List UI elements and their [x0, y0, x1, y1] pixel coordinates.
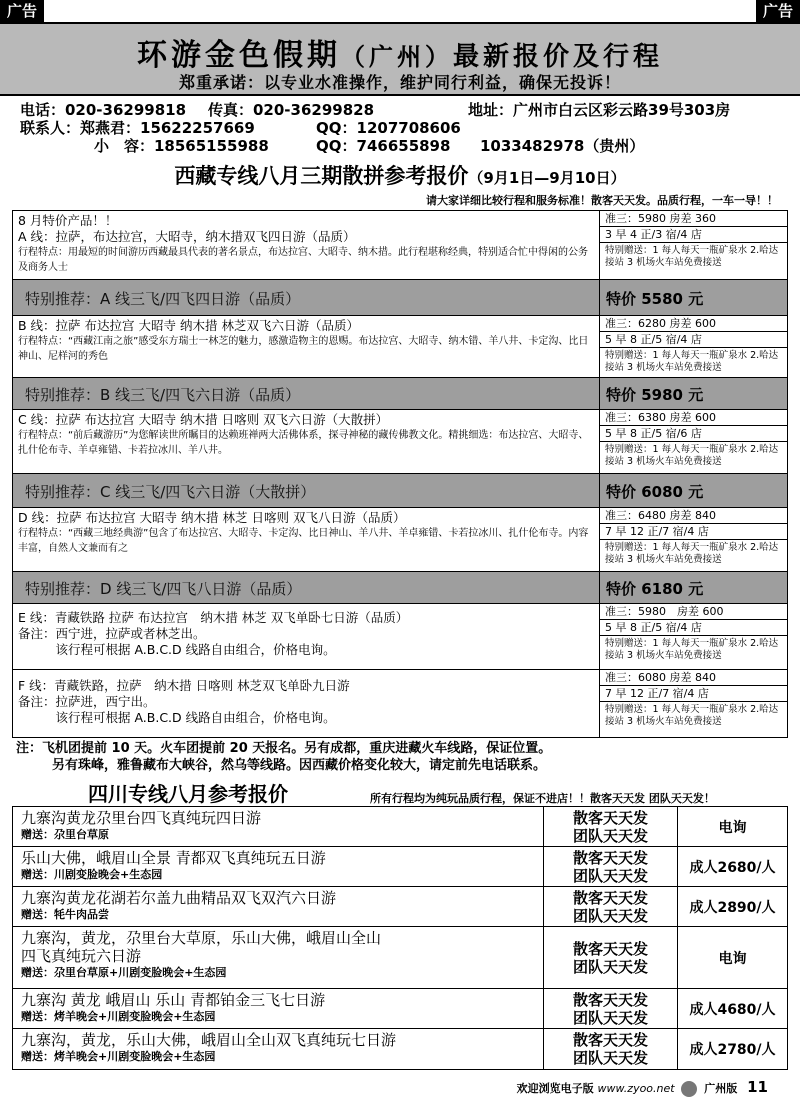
sichuan-row-6	[13, 1029, 787, 1069]
depart-individual: 散客天天发	[572, 939, 648, 958]
qq-1: QQ：1207708606	[316, 119, 461, 137]
route-remark: 备注：拉萨进，西宁出。	[18, 694, 156, 709]
sichuan-price-table	[12, 806, 788, 1070]
route-title: E 线：青藏铁路 拉萨 布达拉宫 纳木措 林芝 双飞单卧七日游（品质）	[18, 610, 409, 625]
ad-label-right: 广告	[756, 0, 800, 22]
recommend-b-row	[13, 377, 787, 409]
route-hotel: 5 早 8 正/5 宿/6 店	[600, 426, 787, 442]
sichuan-note: 所有行程均为纯玩品质行程，保证不进店！！散客天天发 团队天天发！	[370, 792, 715, 805]
recommend-text: 特别推荐：B 线三飞/四飞六日游（品质）	[25, 386, 301, 404]
ad-label-left: 广告	[0, 0, 44, 22]
contact-person-1: 联系人：郑燕君：15622257669	[20, 119, 255, 137]
footer-welcome: 欢迎浏览电子版	[516, 1082, 594, 1095]
route-gift: 特别赠送：1 每人每天一瓶矿泉水 2.哈达接站 3 机场火车站免费接送	[605, 704, 779, 727]
depart-individual: 散客天天发	[572, 808, 648, 827]
depart-individual: 散客天天发	[572, 848, 648, 867]
trip-title: 九寨沟，黄龙，乐山大佛，峨眉山全山双飞真纯玩七日游	[21, 1031, 397, 1049]
agency-title	[0, 30, 800, 74]
route-hotel: 7 早 12 正/7 宿/4 店	[600, 686, 787, 702]
route-gift: 特别赠送：1 每人每天一瓶矿泉水 2.哈达接站 3 机场火车站免费接送	[605, 542, 779, 565]
header-banner	[0, 22, 800, 96]
depart-individual: 散客天天发	[572, 888, 648, 907]
route-gift: 特别赠送：1 每人每天一瓶矿泉水 2.哈达接站 3 机场火车站免费接送	[605, 350, 779, 373]
trip-price: 电询	[677, 927, 787, 988]
brand-logo-icon	[681, 1081, 697, 1097]
tibet-footnote	[16, 740, 796, 774]
route-price: 准三：6080 房差 840	[600, 670, 787, 686]
special-price: 特价 5980 元	[599, 378, 787, 409]
tibet-heading-text: 西藏专线八月三期散拼参考报价	[174, 164, 469, 188]
depart-group: 团队天天发	[572, 1008, 648, 1027]
sichuan-row-1	[13, 807, 787, 847]
route-remark-2: 该行程可根据 A.B.C.D 线路自由组合，价格电询。	[18, 710, 336, 725]
fax: 传真：020-36299828	[208, 101, 375, 119]
special-price: 特价 6180 元	[599, 572, 787, 603]
trip-price: 成人2890/人	[677, 887, 787, 926]
route-feature: 行程特点：用最短的时间游历西藏最具代表的著名景点，布达拉宫、大昭寺、纳木措。此行程堪称经典，特别适合忙中得闲的公务及商务人士	[18, 247, 588, 273]
footer-edition: 广州版	[704, 1082, 738, 1095]
route-f-row	[13, 669, 787, 737]
tibet-date-range: （9月1日—9月10日）	[468, 169, 626, 187]
route-title: C 线：拉萨 布达拉宫 大昭寺 纳木措 日喀则 双飞六日游（大散拼）	[18, 412, 389, 427]
title-suffix: 最新报价及行程	[452, 42, 663, 72]
route-gift: 特别赠送：1 每人每天一瓶矿泉水 2.哈达接站 3 机场火车站免费接送	[605, 444, 779, 467]
route-gift: 特别赠送：1 每人每天一瓶矿泉水 2.哈达接站 3 机场火车站免费接送	[605, 245, 779, 268]
paren-close: ）	[424, 43, 453, 71]
special-intro: 8 月特价产品！！	[18, 213, 118, 228]
trip-title: 九寨沟黄龙花湖若尔盖九曲精品双飞双汽六日游	[21, 889, 337, 907]
trip-gift: 赠送：川剧变脸晚会+生态园	[21, 868, 163, 881]
route-remark: 备注：西宁进，拉萨或者林芝出。	[18, 626, 206, 641]
route-title: B 线：拉萨 布达拉宫 大昭寺 纳木措 林芝双飞六日游（品质）	[18, 318, 359, 333]
route-hotel: 5 早 8 正/5 宿/4 店	[600, 332, 787, 348]
tibet-heading	[0, 160, 800, 190]
route-title: A 线：拉萨，布达拉宫，大昭寺，纳木措双飞四日游（品质）	[18, 229, 356, 244]
depart-individual: 散客天天发	[572, 990, 648, 1009]
trip-title: 九寨沟 黄龙 峨眉山 乐山 青都铂金三飞七日游	[21, 991, 326, 1009]
recommend-text: 特别推荐：A 线三飞/四飞四日游（品质）	[25, 290, 301, 308]
trip-price: 成人2680/人	[677, 847, 787, 886]
tibet-price-table	[12, 210, 788, 738]
qq-2: QQ：746655898	[316, 137, 451, 155]
trip-gift: 赠送：尕里台草原+川剧变脸晚会+生态园	[21, 966, 227, 979]
depart-group: 团队天天发	[572, 866, 648, 885]
special-price: 特价 5580 元	[599, 280, 787, 315]
route-b-row	[13, 315, 787, 377]
trip-title: 九寨沟，黄龙，尕里台大草原，乐山大佛，峨眉山全山	[21, 929, 382, 947]
tibet-footnote-1: 注：飞机团提前 10 天。火车团提前 20 天报名。另有成都，重庆进藏火车线路，保证位置。	[16, 741, 552, 756]
trip-gift: 赠送：烤羊晚会+川剧变脸晚会+生态园	[21, 1010, 216, 1023]
trip-gift: 赠送：尕里台草原	[21, 828, 109, 841]
trip-price: 电询	[677, 807, 787, 846]
route-d-row	[13, 507, 787, 571]
recommend-text: 特别推荐：C 线三飞/四飞六日游（大散拼）	[25, 483, 316, 501]
route-price: 准三：5980 房差 600	[600, 604, 787, 620]
tibet-note: 请大家详细比较行程和服务标准！散客天天发。品质行程，一车一导！！	[426, 194, 778, 207]
depart-group: 团队天天发	[572, 957, 648, 976]
agency-city: 广州	[368, 43, 425, 71]
page-number: 11	[747, 1078, 768, 1096]
trip-title: 九寨沟黄龙尕里台四飞真纯玩四日游	[21, 809, 262, 827]
trip-gift: 赠送：牦牛肉品尝	[21, 908, 109, 921]
route-a-row	[13, 211, 787, 279]
route-hotel: 5 早 8 正/5 宿/4 店	[600, 620, 787, 636]
slogan: 郑重承诺：以专业水准操作，维护同行利益，确保无投诉！	[178, 73, 621, 92]
address: 地址：广州市白云区彩云路39号303房	[468, 101, 731, 119]
route-gift: 特别赠送：1 每人每天一瓶矿泉水 2.哈达接站 3 机场火车站免费接送	[605, 638, 779, 661]
trip-gift: 赠送：烤羊晚会+川剧变脸晚会+生态园	[21, 1050, 216, 1063]
route-hotel: 7 早 12 正/7 宿/4 店	[600, 524, 787, 540]
route-hotel: 3 早 4 正/3 宿/4 店	[600, 227, 787, 243]
route-c-row	[13, 409, 787, 473]
sichuan-row-2	[13, 847, 787, 887]
route-feature: 行程特点：“前后藏游历”为您解读世所瞩目的达赖班禅两大活佛体系，探寻神秘的藏传佛教文化。精挑细选：布达拉宫、大昭寺、扎什伦布寺、羊卓雍错、卡若拉冰川、羊八井。	[18, 430, 589, 456]
page-footer	[517, 1078, 768, 1097]
special-price: 特价 6080 元	[599, 474, 787, 507]
depart-group: 团队天天发	[572, 1049, 648, 1067]
route-price: 准三：6380 房差 600	[600, 410, 787, 426]
route-title: D 线：拉萨 布达拉宫 大昭寺 纳木措 林芝 日喀则 双飞八日游（品质）	[18, 510, 406, 525]
contact-person-2: 小 容：18565155988	[94, 137, 269, 155]
trip-price: 成人4680/人	[677, 989, 787, 1028]
paren-open: （	[340, 43, 369, 71]
trip-title: 乐山大佛，峨眉山全景 青都双飞真纯玩五日游	[21, 849, 326, 867]
recommend-a-row	[13, 279, 787, 315]
sichuan-row-3	[13, 887, 787, 927]
route-remark-2: 该行程可根据 A.B.C.D 线路自由组合，价格电询。	[18, 642, 336, 657]
recommend-text: 特别推荐：D 线三飞/四飞八日游（品质）	[25, 580, 302, 598]
depart-individual: 散客天天发	[572, 1031, 648, 1049]
route-feature: 行程特点：“西藏江南之旅”感受东方瑞士一林芝的魅力，感激造物主的恩赐。布达拉宫、大昭寺、纳木错、羊八井、卡定沟、比日神山、尼样河的秀色	[18, 336, 589, 362]
route-price: 准三：5980 房差 360	[600, 211, 787, 227]
depart-group: 团队天天发	[572, 906, 648, 925]
sichuan-row-4	[13, 927, 787, 989]
tibet-footnote-2: 另有珠峰，雅鲁藏布大峡谷，然乌等线路。因西藏价格变化较大，请定前先电话联系。	[52, 758, 547, 773]
agency-name: 环游金色假期	[136, 38, 341, 73]
trip-price: 成人2780/人	[677, 1029, 787, 1069]
phone: 电话：020-36299818	[20, 101, 187, 119]
recommend-d-row	[13, 571, 787, 603]
route-e-row	[13, 603, 787, 669]
route-price: 准三：6280 房差 600	[600, 316, 787, 332]
recommend-c-row	[13, 473, 787, 507]
footer-website-link[interactable]: www.zyoo.net	[597, 1082, 675, 1095]
qq-3: 1033482978（贵州）	[480, 137, 645, 155]
trip-title-2: 四飞真纯玩六日游	[21, 947, 142, 965]
route-title: F 线：青藏铁路，拉萨 纳木措 日喀则 林芝双飞单卧九日游	[18, 678, 350, 693]
sichuan-heading: 四川专线八月参考报价	[88, 782, 288, 806]
depart-group: 团队天天发	[572, 826, 648, 845]
route-feature: 行程特点：“西藏三地经典游”包含了布达拉宫、大昭寺、卡定沟、比日神山、羊八井、羊卓雍错、卡若拉冰川、扎什伦布寺。内容丰富，自然人文兼而有之	[18, 528, 589, 554]
route-price: 准三：6480 房差 840	[600, 508, 787, 524]
sichuan-row-5	[13, 989, 787, 1029]
